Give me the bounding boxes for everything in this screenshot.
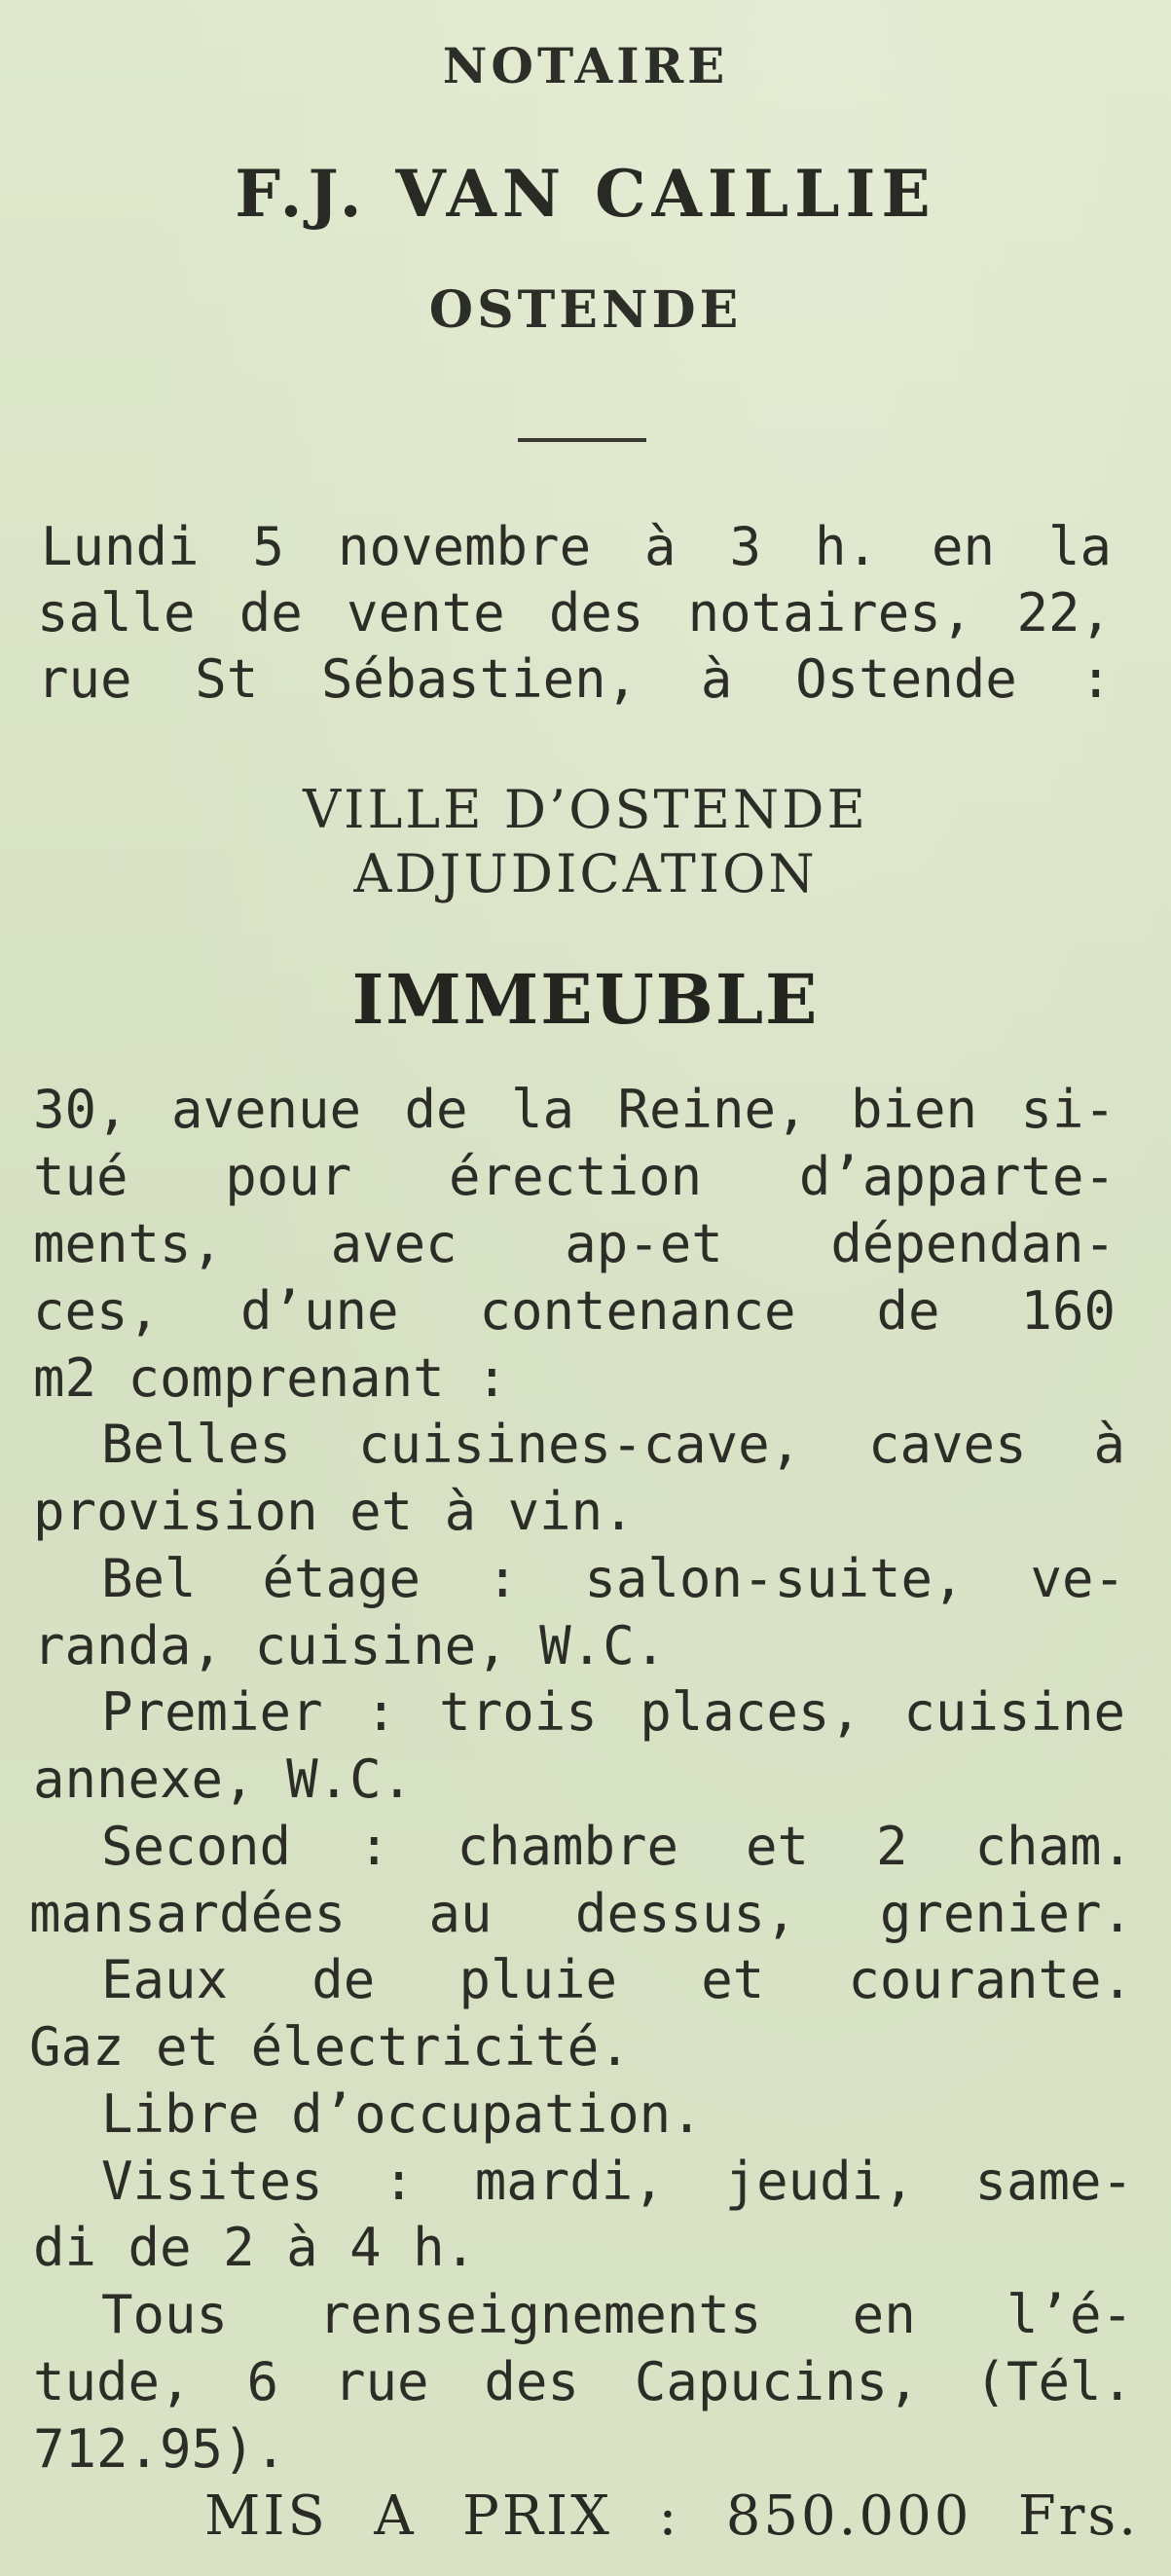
body-line: Libre d’occupation. [101, 2083, 703, 2145]
body-line: di de 2 à 4 h. [33, 2217, 477, 2278]
body-line: Second : chambre et 2 cham. [101, 1816, 1133, 1877]
header-notary-name: F.J. VAN CAILLIE [235, 156, 936, 232]
intro-line: salle de vente des notaires, 22, [37, 582, 1112, 644]
body-line: mansardées au dessus, grenier. [29, 1883, 1133, 1944]
body-line: randa, cuisine, W.C. [33, 1615, 667, 1676]
body-line: provision et à vin. [33, 1481, 635, 1542]
body-line: ments, avec ap-et dépendan- [33, 1213, 1116, 1274]
header-city: OSTENDE [428, 280, 743, 340]
body-line: annexe, W.C. [33, 1748, 414, 1810]
title-immeuble: IMMEUBLE [351, 959, 820, 1040]
body-line: Bel étage : salon-suite, ve- [101, 1548, 1125, 1609]
body-line: 712.95). [33, 2418, 287, 2480]
body-line: Belles cuisines-cave, caves à [101, 1414, 1125, 1475]
body-line: tude, 6 rue des Capucins, (Tél. [33, 2351, 1133, 2412]
body-line: Premier : trois places, cuisine [101, 1681, 1125, 1743]
intro-line: Lundi 5 novembre à 3 h. en la [41, 516, 1112, 577]
subhead-ville: VILLE D’OSTENDE [303, 779, 868, 840]
reserve-price: MIS A PRIX : 850.000 Frs. [204, 2484, 1139, 2548]
body-line: ces, d’une contenance de 160 [33, 1280, 1116, 1342]
body-line: Eaux de pluie et courante. [101, 1949, 1133, 2010]
body-line: Visites : mardi, jeudi, same- [101, 2151, 1133, 2212]
body-line: Gaz et électricité. [29, 2016, 631, 2078]
body-line: tué pour érection d’apparte- [33, 1146, 1116, 1207]
header-divider [518, 438, 646, 442]
subhead-adjudication: ADJUDICATION [353, 843, 818, 904]
body-line: Tous renseignements en l’é- [101, 2284, 1133, 2345]
body-line: 30, avenue de la Reine, bien si- [33, 1079, 1116, 1140]
intro-line: rue St Sébastien, à Ostende : [37, 648, 1112, 710]
header-notaire: NOTAIRE [442, 37, 729, 94]
body-line: m2 comprenant : [33, 1347, 508, 1409]
